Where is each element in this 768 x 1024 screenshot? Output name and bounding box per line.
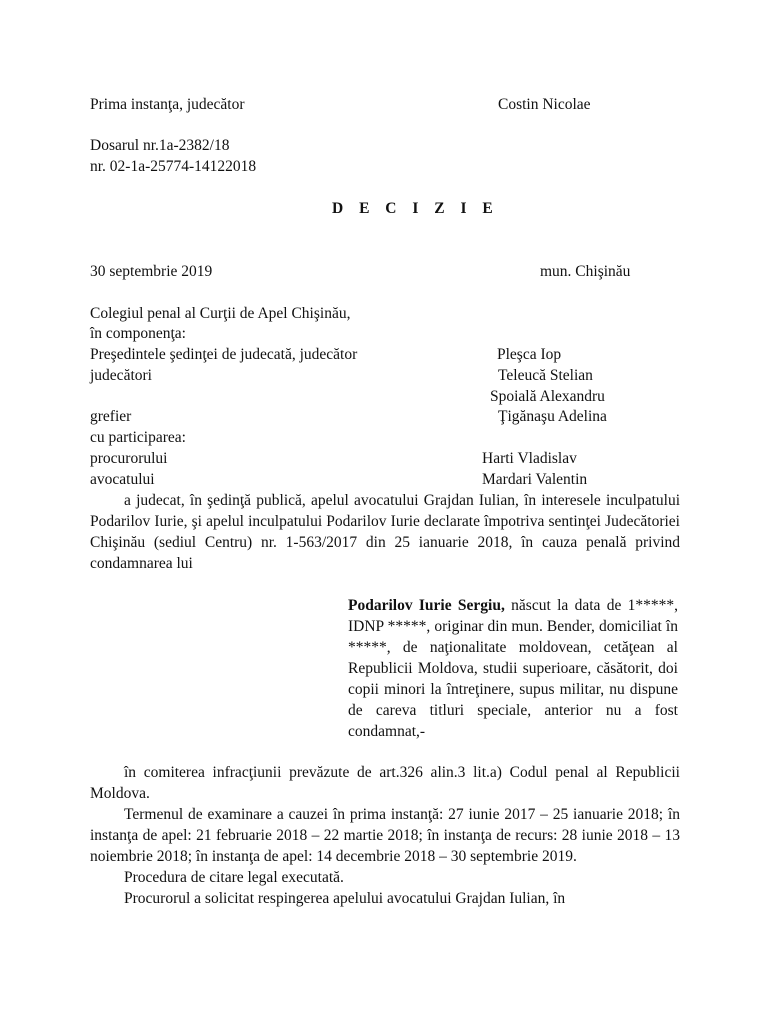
president-label: Preşedintele şedinţei de judecată, judecător — [90, 346, 358, 363]
prosecutor-label: procurorului — [90, 450, 168, 467]
body-paragraphs — [90, 762, 680, 909]
judge-name-1: Teleucă Stelian — [498, 367, 593, 384]
decision-place: mun. Chişinău — [540, 263, 631, 280]
prosecutor-name: Harti Vladislav — [482, 450, 577, 467]
defendant-block — [348, 595, 678, 742]
intro-paragraph — [90, 490, 680, 574]
terms-paragraph: Termenul de examinare a cauzei în prima instanţă: 27 iunie 2017 – 25 ianuarie 2018; în instanţa de apel: 21 februarie 2018 – 22 martie 2018; în instanţa de recurs: 28 iunie 2018 – 13 noiembrie 2018; în instanţa de apel: 14 decembrie 2018 – 30 septembrie 2019. — [90, 806, 680, 865]
composition-label: în componenţa: — [90, 325, 186, 342]
case-number: Dosarul nr.1a-2382/18 — [90, 137, 230, 154]
president-name: Pleşca Iop — [497, 346, 562, 363]
clerk-name: Ţigănaşu Adelina — [498, 408, 607, 425]
judges-label: judecători — [90, 367, 152, 384]
defendant-details: născut la data de 1*****, IDNP *****, originar din mun. Bender, domiciliat în *****, de naţionalitate moldovean, cetăţean al Republicii Moldova, studii superioare, căsătorit, doi copii minori la întreţinere, supus militar, nu dispune de careva titluri speciale, anterior nu a fost condamnat,- — [348, 597, 679, 740]
college-name: Colegiul penal al Curţii de Apel Chişinău, — [90, 305, 351, 322]
first-instance-judge: Costin Nicolae — [498, 96, 591, 113]
summons-paragraph: Procedura de citare legal executată. — [124, 869, 344, 886]
judge-name-2: Spoială Alexandru — [490, 388, 605, 405]
decision-date: 30 septembrie 2019 — [90, 263, 213, 280]
lawyer-label: avocatului — [90, 471, 155, 488]
participation-label: cu participarea: — [90, 429, 186, 446]
registration-number: nr. 02-1a-25774-14122018 — [90, 158, 257, 175]
first-instance-label: Prima instanţa, judecător — [90, 96, 245, 113]
lawyer-name: Mardari Valentin — [482, 471, 588, 488]
intro-text: a judecat, în şedinţă publică, apelul avocatului Grajdan Iulian, în interesele inculpatului Podarilov Iurie, şi apelul inculpatului Podarilov Iurie declarate împotriva sentinţei Judecătoriei Chişinău (sediul Centru) nr. 1-563/2017 din 25 ianuarie 2018, în cauza penală privind condamnarea lui — [90, 492, 680, 572]
charge-paragraph: în comiterea infracţiunii prevăzute de art.326 alin.3 lit.a) Codul penal al Republicii Moldova. — [90, 764, 680, 802]
defendant-name: Podarilov Iurie Sergiu, — [348, 597, 505, 614]
clerk-label: grefier — [90, 408, 132, 425]
prosecutor-paragraph: Procurorul a solicitat respingerea apelului avocatului Grajdan Iulian, în — [124, 890, 566, 907]
document-title: D E C I Z I E — [332, 200, 499, 217]
